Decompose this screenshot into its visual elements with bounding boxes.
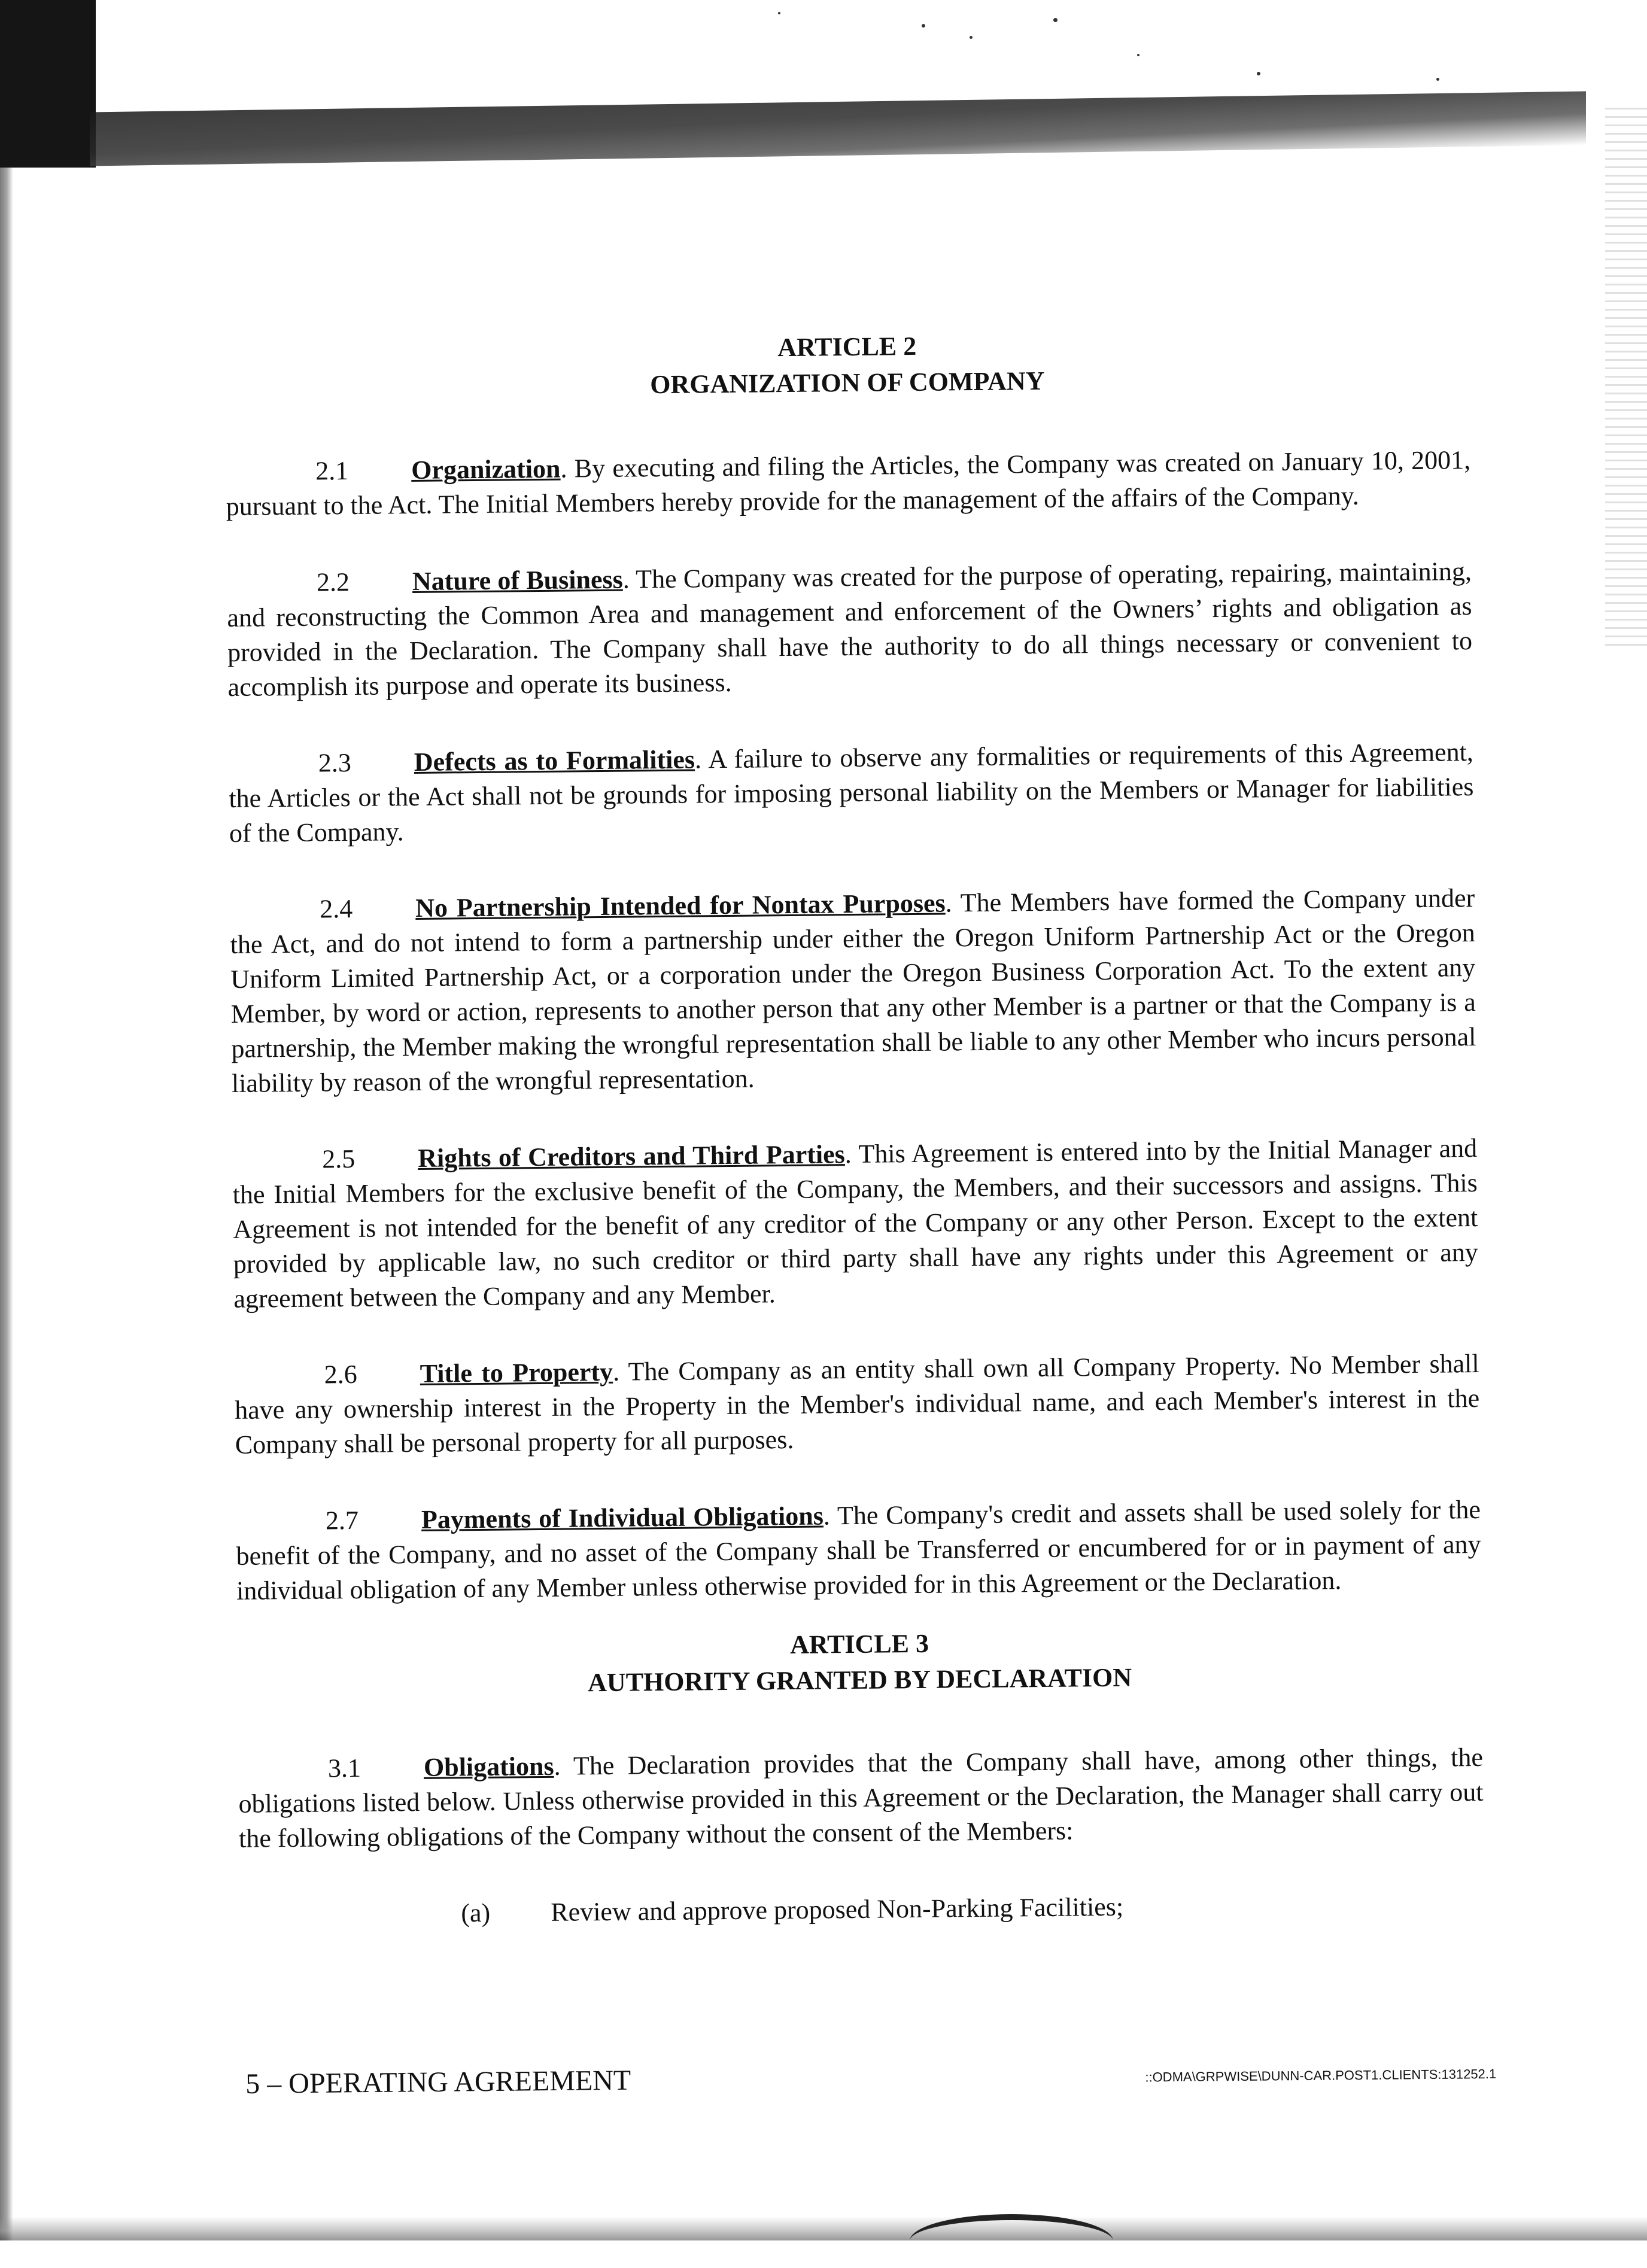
section-number: 2.6 [324,1359,357,1390]
section-number: 2.5 [321,1144,355,1174]
section-title: Title to Property [420,1357,613,1388]
scan-shadow-bottom [0,2217,1647,2240]
section-number: 2.2 [316,567,350,597]
section-3-1 [238,1740,1484,1856]
section-2-2 [227,554,1473,705]
article-3-number: ARTICLE 3 [789,1628,929,1660]
section-title: Organization [411,454,561,485]
scan-shadow-left [0,168,13,2240]
list-item-text: Review and approve proposed Non-Parking Facilities; [551,1892,1124,1927]
section-2-5 [232,1131,1479,1317]
scan-speck [778,12,780,14]
section-title: Rights of Creditors and Third Parties [417,1139,845,1173]
section-number: 2.3 [318,748,352,778]
section-2-4 [230,881,1476,1101]
section-title: No Partnership Intended for Nontax Purposes [415,888,946,923]
section-title: Defects as to Formalities [414,744,695,777]
section-2-3 [229,735,1475,851]
section-text: . This Agreement is entered into by the Initial Manager and the Initial Members for the exclusive benefit of the Company, the Members, and their successors and assigns. This Agreement is not intended for the benefit of any creditor of the Company or any other Person. Except to the extent provided by applicable law, no such creditor or third party shall have any rights under this Agreement or any agreement between the Company and any Member. [232,1133,1479,1314]
section-2-1 [226,443,1471,524]
scan-speck [1137,54,1139,56]
section-text: . The Company's credit and assets shall be used solely for the benefit of the Company, and no asset of the Company shall be Transferred or encumbered for or in payment of any individual obligation of any Member unless otherwise provided for in this Agreement or the Declaration. [236,1494,1481,1606]
scan-shadow-top-left [0,0,96,168]
section-text: . By executing and filing the Articles, the Company was created on January 10, 2001, pursuant to the Act. The Initial Members hereby provide for the management of the affairs of the Company. [226,445,1471,521]
article-2-title: ORGANIZATION OF COMPANY [649,366,1045,400]
scan-speck [970,36,973,39]
scan-speck [1257,72,1260,75]
section-number: 2.1 [315,456,349,486]
section-2-7 [236,1492,1482,1609]
section-number: 2.7 [325,1505,359,1536]
footer-doc-path: ::ODMA\GRPWISE\DUNN-CAR.POST1.CLIENTS:131252.1 [1145,2066,1497,2085]
scan-noise-right [1605,108,1647,646]
article-2-heading [224,323,1470,407]
scan-shadow-top [90,92,1586,166]
section-title: Nature of Business [412,564,623,597]
section-text: . The Company as an entity shall own all Company Property. No Member shall have any ownership interest in the Property in the Member's individual name, and each Member's interest in the Company shall be personal property for all purposes. [235,1348,1480,1460]
page-footer [245,2056,1496,2100]
section-title: Obligations [423,1751,554,1782]
article-3-title: AUTHORITY GRANTED BY DECLARATION [587,1662,1132,1698]
scan-speck [922,24,925,28]
section-2-6 [234,1346,1480,1463]
section-title: Payments of Individual Obligations [421,1501,824,1534]
article-3-heading [237,1621,1482,1704]
section-text: . The Company was created for the purpose of operating, repairing, maintaining, and reconstructing the Common Area and management and enforcement of the Owners’ rights and obligation as provided in the Declaration. The Company shall have the authority to do all things necessary or convenient to accomplish its purpose and operate its business. [227,557,1473,702]
list-item-letter: (a) [461,1898,491,1928]
list-item [239,1886,1484,1933]
scan-speck [1053,18,1058,22]
scan-speck [1436,78,1439,81]
section-text: . The Members have formed the Company under the Act, and do not intend to form a partnership under either the Oregon Uniform Partnership Act or the Oregon Uniform Limited Partnership Act, or a corporation under the Oregon Business Corporation Act. To the extent any Member, by word or action, represents to another person that any other Member is a partner or that the Company is a partnership, the Member making the wrongful representation shall be liable to any other Member who incurs personal liability by reason of the wrongful representation. [230,883,1476,1098]
section-number: 3.1 [327,1753,361,1783]
section-text: . A failure to observe any formalities or requirements of this Agreement, the Articles or the Act shall not be grounds for imposing personal liability on the Members or Manager for liabilities of the Company. [229,737,1474,848]
section-text: . The Declaration provides that the Company shall have, among other things, the obligations listed below. Unless otherwise provided in this Agreement or the Declaration, the Manager shall carry out the following obligations of the Company without the consent of the Members: [238,1742,1484,1853]
article-2-number: ARTICLE 2 [777,331,917,363]
section-number: 2.4 [319,893,353,924]
document-page [224,323,1485,1975]
footer-page-label: 5 – OPERATING AGREEMENT [245,2064,631,2100]
scan-curve-bottom [910,2214,1113,2268]
